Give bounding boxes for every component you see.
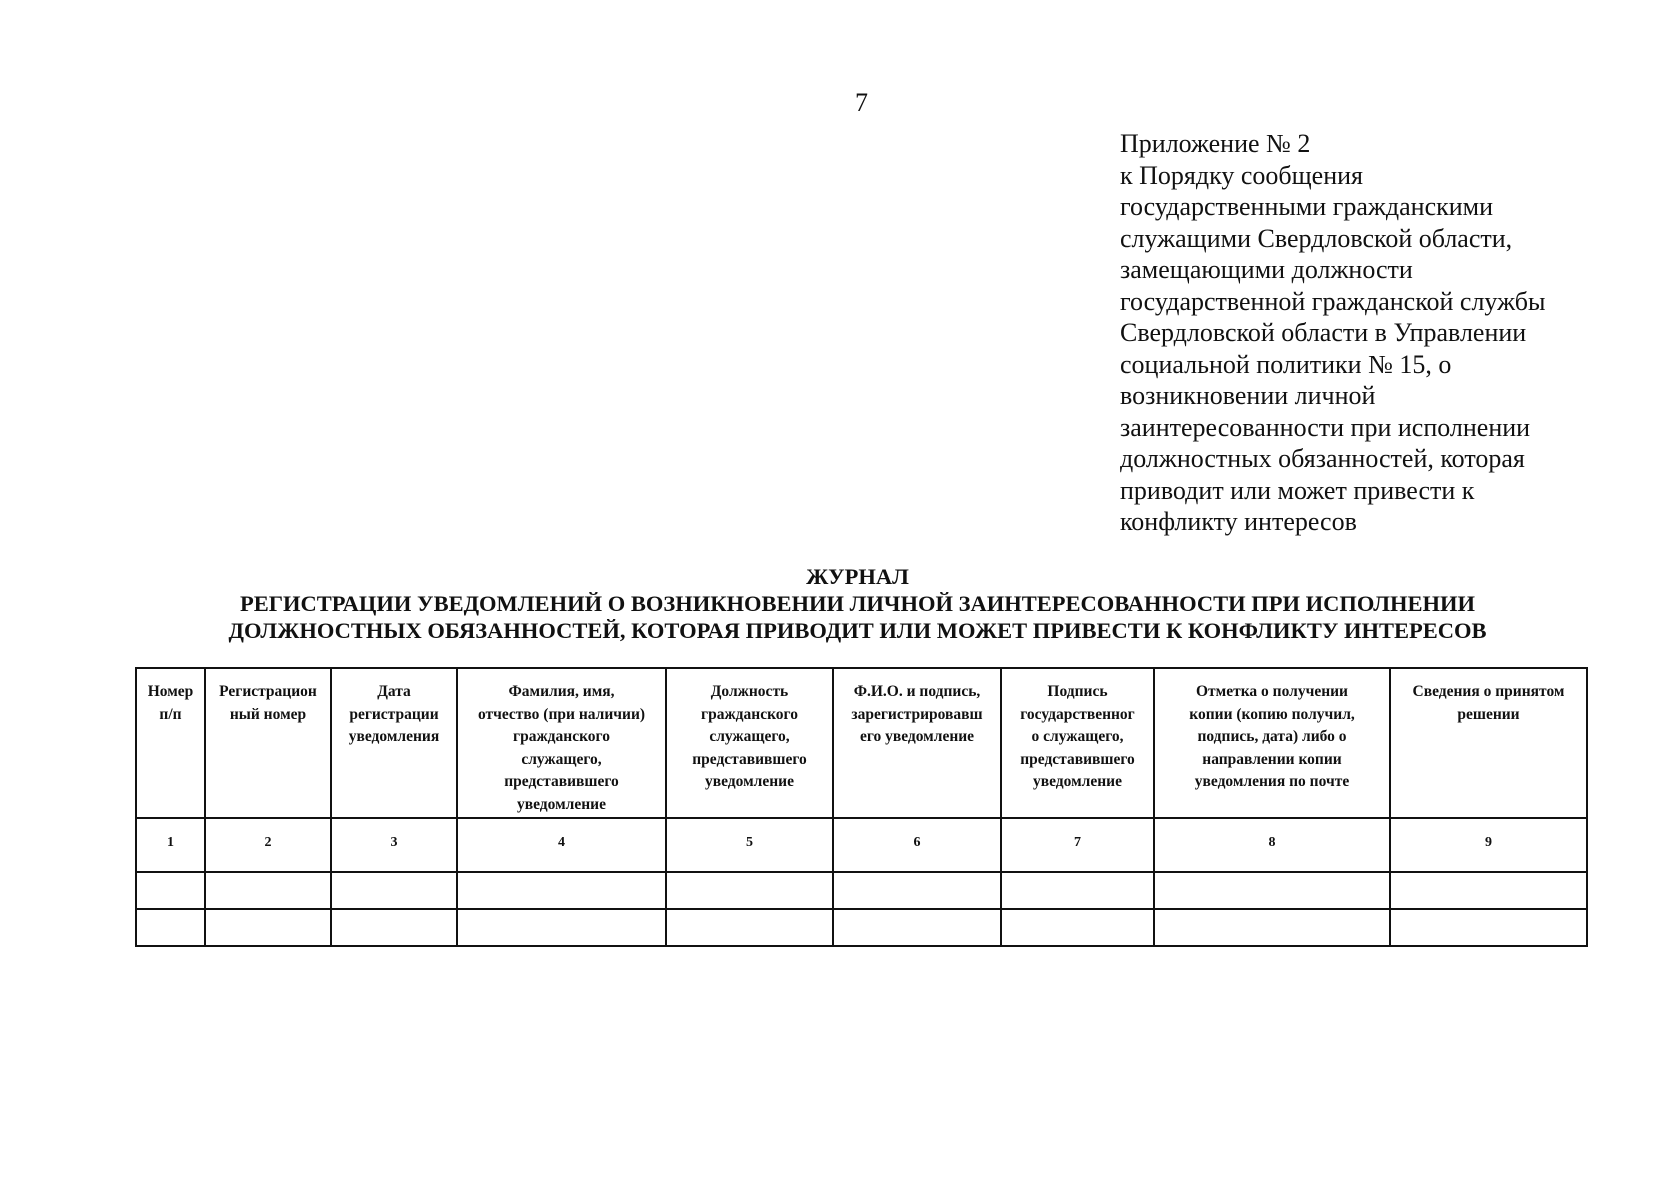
journal-title-subheading: ДОЛЖНОСТНЫХ ОБЯЗАННОСТЕЙ, КОТОРАЯ ПРИВОДИТ ИЛИ МОЖЕТ ПРИВЕСТИ К КОНФЛИКТУ ИНТЕРЕСОВ: [228, 618, 1487, 643]
appendix-line: заинтересованности при исполнении: [1120, 412, 1531, 442]
registration-table: [135, 667, 1588, 947]
header-cell-employee-signature: Подпись государственног о служащего, представившего уведомление: [1001, 668, 1154, 818]
empty-cell: [331, 909, 457, 946]
empty-cell: [1154, 872, 1390, 909]
appendix-line: к Порядку сообщения: [1120, 160, 1363, 190]
header-cell-decision: Сведения о принятом решении: [1390, 668, 1587, 818]
column-number-cell: 4: [457, 818, 666, 872]
appendix-line: приводит или может привести к: [1120, 475, 1475, 505]
header-cell-registrar: Ф.И.О. и подпись, зарегистрировавш его уведомление: [833, 668, 1001, 818]
column-number-cell: 7: [1001, 818, 1154, 872]
column-number-cell: 6: [833, 818, 1001, 872]
appendix-line: Приложение № 2: [1120, 129, 1311, 158]
journal-title-heading: ЖУРНАЛ: [806, 564, 909, 589]
table-row: [136, 872, 1587, 909]
table-header-row: [136, 668, 1587, 818]
appendix-note: [1120, 128, 1650, 538]
appendix-line: возникновении личной: [1120, 381, 1376, 410]
column-number-cell: 8: [1154, 818, 1390, 872]
empty-cell: [1390, 872, 1587, 909]
empty-cell: [666, 909, 833, 946]
journal-title: [130, 563, 1585, 644]
empty-cell: [666, 872, 833, 909]
empty-cell: [1001, 909, 1154, 946]
empty-cell: [136, 872, 205, 909]
appendix-line: замещающими должности: [1120, 255, 1413, 284]
empty-cell: [457, 872, 666, 909]
empty-cell: [331, 872, 457, 909]
page-number: 7: [855, 88, 868, 117]
appendix-line: служащими Свердловской области,: [1120, 223, 1513, 253]
table-row: [136, 909, 1587, 946]
appendix-line: государственной гражданской службы: [1120, 286, 1546, 316]
empty-cell: [205, 872, 331, 909]
journal-title-subheading: РЕГИСТРАЦИИ УВЕДОМЛЕНИЙ О ВОЗНИКНОВЕНИИ ЛИЧНОЙ ЗАИНТЕРЕСОВАННОСТИ ПРИ ИСПОЛНЕНИИ: [239, 591, 1476, 616]
empty-cell: [457, 909, 666, 946]
empty-cell: [1154, 909, 1390, 946]
empty-cell: [205, 909, 331, 946]
column-number-cell: 9: [1390, 818, 1587, 872]
appendix-line: должностных обязанностей, которая: [1120, 444, 1525, 473]
column-number-cell: 3: [331, 818, 457, 872]
header-cell-position: Должность гражданского служащего, представившего уведомление: [666, 668, 833, 818]
header-cell-registration-number: Регистрацион ный номер: [205, 668, 331, 818]
column-number-cell: 5: [666, 818, 833, 872]
header-cell-copy-receipt: Отметка о получении копии (копию получил, подпись, дата) либо о направлении копии уведомления по почте: [1154, 668, 1390, 818]
empty-cell: [1390, 909, 1587, 946]
column-number-row: [136, 818, 1587, 872]
header-cell-number: Номер п/п: [136, 668, 205, 818]
empty-cell: [833, 872, 1001, 909]
empty-cell: [1001, 872, 1154, 909]
empty-cell: [136, 909, 205, 946]
column-number-cell: 1: [136, 818, 205, 872]
appendix-line: государственными гражданскими: [1120, 192, 1494, 221]
appendix-line: Свердловской области в Управлении: [1120, 318, 1527, 347]
column-number-cell: 2: [205, 818, 331, 872]
empty-cell: [833, 909, 1001, 946]
appendix-line: социальной политики № 15, о: [1120, 349, 1452, 379]
header-cell-full-name: Фамилия, имя, отчество (при наличии) гражданского служащего, представившего уведомление: [457, 668, 666, 818]
appendix-line: конфликту интересов: [1120, 507, 1357, 536]
header-cell-registration-date: Дата регистрации уведомления: [331, 668, 457, 818]
